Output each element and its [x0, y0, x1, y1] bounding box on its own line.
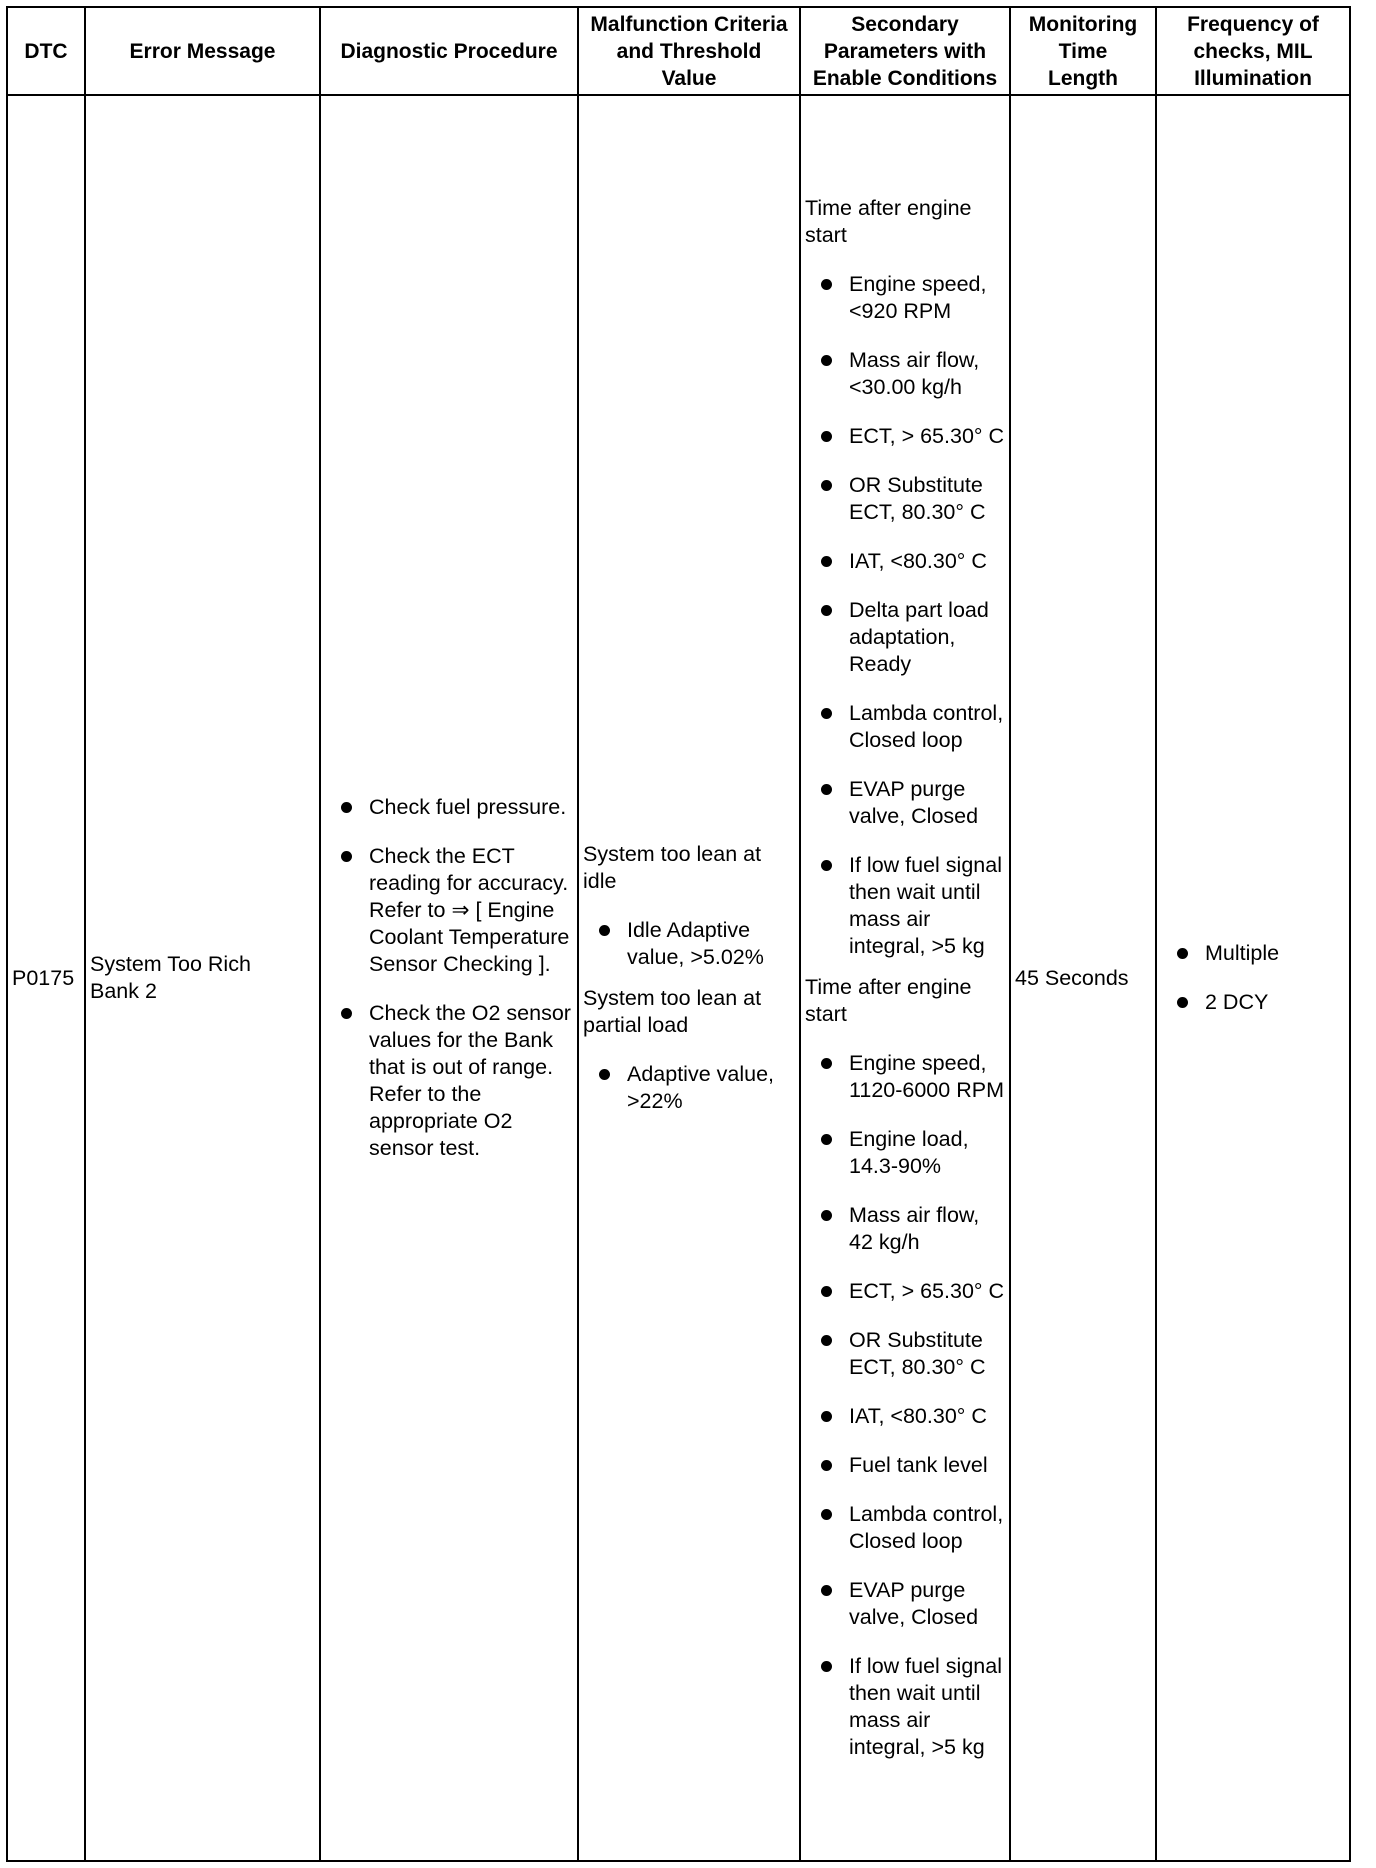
bullet-icon — [821, 1134, 832, 1145]
bullet-icon — [821, 1411, 832, 1422]
bullet-icon — [821, 1661, 832, 1672]
cell-secondary-parameters — [800, 95, 1010, 1861]
cell-frequency — [1156, 95, 1350, 1861]
criteria-heading: System too lean at partial load — [583, 986, 762, 1037]
list-item: OR Substitute ECT, 80.30° C — [805, 472, 1007, 526]
secondary-group-idle — [805, 195, 1007, 960]
bullet-icon — [599, 1069, 610, 1080]
list-item: Engine speed, 1120-6000 RPM — [805, 1050, 1007, 1104]
header-dtc: DTC — [7, 7, 85, 95]
secondary-heading: Time after engine start — [805, 196, 972, 247]
bullet-icon — [1177, 948, 1188, 959]
list-item: 2 DCY — [1161, 989, 1345, 1016]
bullet-icon — [821, 605, 832, 616]
list-item: Adaptive value, >22% — [583, 1061, 789, 1115]
list-item: ECT, > 65.30° C — [805, 1278, 1007, 1305]
cell-diagnostic-procedure — [320, 95, 578, 1861]
dtc-table — [6, 6, 1351, 1862]
bullet-icon — [821, 708, 832, 719]
list-item: ECT, > 65.30° C — [805, 423, 1007, 450]
bullet-icon — [821, 1335, 832, 1346]
bullet-icon — [821, 1058, 832, 1069]
list-item: Check the ECT reading for accuracy. Refer to ⇒ [ Engine Coolant Temperature Sensor Checking ]. — [325, 843, 575, 978]
header-secondary-parameters: Secondary Parameters with Enable Conditions — [800, 7, 1010, 95]
cell-dtc-code: P0175 — [7, 95, 85, 1861]
list-item: Mass air flow, <30.00 kg/h — [805, 347, 1007, 401]
frequency-list — [1161, 940, 1345, 1016]
criteria-list — [583, 917, 789, 971]
bullet-icon — [341, 1008, 352, 1019]
table-row — [7, 95, 1350, 1861]
criteria-group-idle — [583, 841, 789, 971]
secondary-heading: Time after engine start — [805, 975, 972, 1026]
header-frequency: Frequency of checks, MIL Illumination — [1156, 7, 1350, 95]
header-monitoring-time: Monitoring Time Length — [1010, 7, 1156, 95]
bullet-icon — [599, 925, 610, 936]
bullet-icon — [821, 1460, 832, 1471]
header-row — [7, 7, 1350, 95]
criteria-heading: System too lean at idle — [583, 842, 762, 893]
secondary-group-partial-load — [805, 974, 1007, 1761]
list-item: EVAP purge valve, Closed — [805, 1577, 1007, 1631]
list-item: EVAP purge valve, Closed — [805, 776, 1007, 830]
bullet-icon — [821, 1286, 832, 1297]
cell-monitoring-time: 45 Seconds — [1010, 95, 1156, 1861]
header-diagnostic-procedure: Diagnostic Procedure — [320, 7, 578, 95]
list-item: Engine load, 14.3-90% — [805, 1126, 1007, 1180]
list-item: Multiple — [1161, 940, 1345, 967]
bullet-icon — [821, 431, 832, 442]
bullet-icon — [821, 355, 832, 366]
list-item: OR Substitute ECT, 80.30° C — [805, 1327, 1007, 1381]
bullet-icon — [1177, 997, 1188, 1008]
cell-malfunction-criteria — [578, 95, 800, 1861]
bullet-icon — [821, 480, 832, 491]
bullet-icon — [341, 802, 352, 813]
list-item: IAT, <80.30° C — [805, 1403, 1007, 1430]
bullet-icon — [821, 1585, 832, 1596]
header-error-message: Error Message — [85, 7, 320, 95]
list-item: Mass air flow, 42 kg/h — [805, 1202, 1007, 1256]
list-item: Delta part load adaptation, Ready — [805, 597, 1007, 678]
list-item: If low fuel signal then wait until mass air integral, >5 kg — [805, 852, 1007, 960]
list-item: Lambda control, Closed loop — [805, 1501, 1007, 1555]
bullet-icon — [821, 784, 832, 795]
bullet-icon — [821, 1210, 832, 1221]
criteria-list — [583, 1061, 789, 1115]
bullet-icon — [821, 279, 832, 290]
criteria-group-partial-load — [583, 985, 789, 1115]
list-item: Engine speed, <920 RPM — [805, 271, 1007, 325]
diagnostic-procedure-list — [325, 794, 575, 1162]
bullet-icon — [821, 556, 832, 567]
list-item: If low fuel signal then wait until mass air integral, >5 kg — [805, 1653, 1007, 1761]
bullet-icon — [341, 851, 352, 862]
list-item: Fuel tank level — [805, 1452, 1007, 1479]
secondary-list — [805, 271, 1007, 960]
list-item: Lambda control, Closed loop — [805, 700, 1007, 754]
cell-error-message: System Too Rich Bank 2 — [85, 95, 320, 1861]
bullet-icon — [821, 860, 832, 871]
list-item: Check fuel pressure. — [325, 794, 575, 821]
secondary-list — [805, 1050, 1007, 1761]
list-item: Check the O2 sensor values for the Bank that is out of range. Refer to the appropriate O2 sensor test. — [325, 1000, 575, 1162]
list-item: Idle Adaptive value, >5.02% — [583, 917, 789, 971]
list-item: IAT, <80.30° C — [805, 548, 1007, 575]
bullet-icon — [821, 1509, 832, 1520]
header-malfunction-criteria: Malfunction Criteria and Threshold Value — [578, 7, 800, 95]
